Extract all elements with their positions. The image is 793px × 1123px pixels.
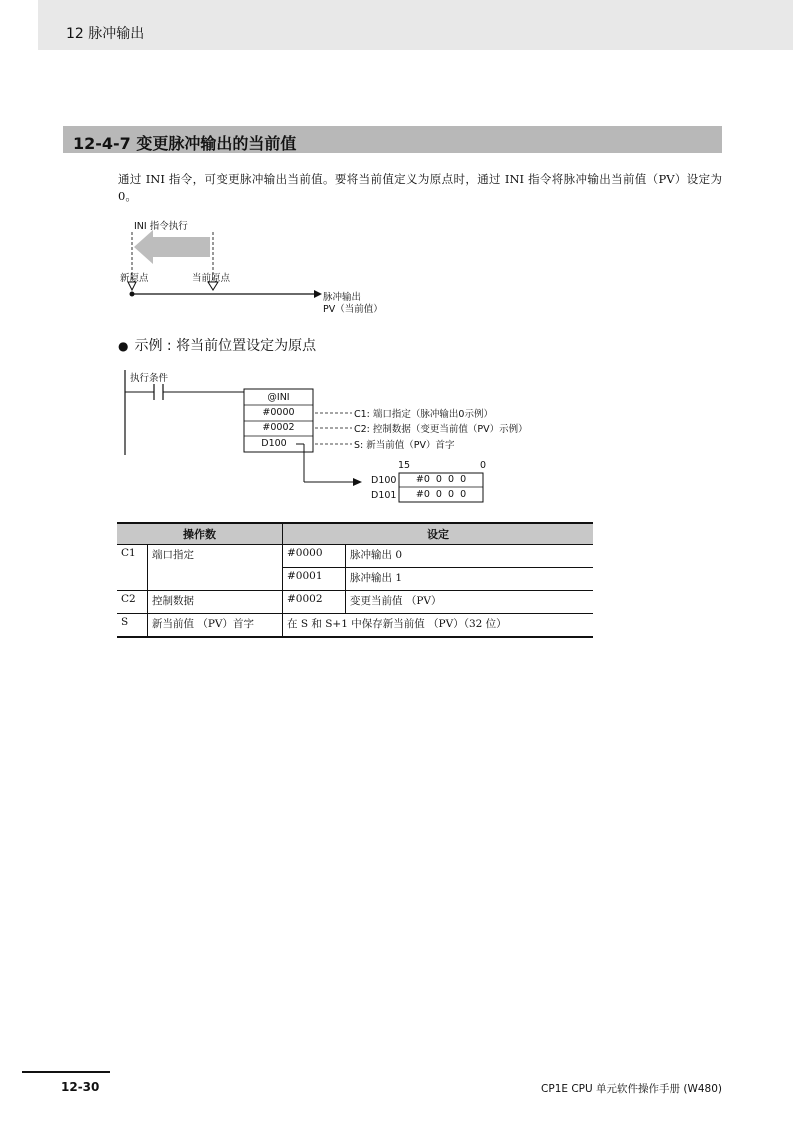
header-operand: 操作数	[117, 523, 283, 545]
row-value: #0001	[283, 568, 346, 591]
page-header-band	[38, 0, 793, 50]
section-title: 12-4-7 变更脉冲输出的当前值	[73, 134, 297, 153]
row-description: 在 S 和 S+1 中保存新当前值 （PV）（32 位）	[283, 614, 594, 638]
row-value: #0002	[283, 591, 346, 614]
shift-arrow-icon	[134, 230, 210, 264]
table-row	[117, 614, 593, 638]
instruction-mnemonic: @INI	[267, 392, 290, 403]
ini-execution-label: INI 指令执行	[134, 221, 188, 232]
row-name: 端口指定	[148, 545, 283, 591]
new-origin-label: 新原点	[120, 273, 149, 284]
d100-pointer-arrow-icon	[353, 478, 362, 486]
row-id: S	[117, 614, 148, 638]
operand-c1: #0000	[262, 407, 295, 418]
register-d100-value: #0 0 0 0	[415, 474, 467, 485]
example-title: 示例 : 将当前位置设定为原点	[134, 338, 317, 354]
annotation-c1: C1: 端口指定（脉冲输出0示例）	[354, 409, 493, 420]
register-d101-value: #0 0 0 0	[415, 489, 467, 500]
chapter-header: 12 脉冲输出	[66, 26, 145, 42]
axis-arrowhead-icon	[314, 290, 322, 298]
example-heading	[118, 335, 316, 355]
operand-table	[117, 522, 593, 638]
table-row	[117, 545, 593, 568]
page-number: 12-30	[61, 1080, 100, 1094]
row-name: 控制数据	[148, 591, 283, 614]
current-origin-label: 当前原点	[192, 273, 231, 284]
footer-rule	[22, 1071, 110, 1073]
row-description: 脉冲输出 1	[346, 568, 594, 591]
header-setting: 设定	[283, 523, 594, 545]
row-id: C1	[117, 545, 148, 591]
operand-c2: #0002	[262, 422, 295, 433]
bit-0-label: 0	[480, 460, 487, 471]
row-id: C2	[117, 591, 148, 614]
register-d101-name: D101	[371, 490, 397, 501]
table-header-row	[117, 523, 593, 545]
operand-s: D100	[261, 438, 287, 449]
axis-label-pulse: 脉冲输出	[323, 292, 362, 303]
axis-label-pv: PV（当前值）	[323, 304, 383, 315]
bit-15-label: 15	[398, 460, 411, 471]
register-d100-name: D100	[371, 475, 397, 486]
table-row	[117, 591, 593, 614]
annotation-s: S: 新当前值（PV）首字	[354, 440, 455, 451]
execution-condition-label: 执行条件	[130, 373, 169, 384]
row-description: 脉冲输出 0	[346, 545, 594, 568]
intro-paragraph: 通过 INI 指令，可变更脉冲输出当前值。要将当前值定义为原点时，通过 INI 指令将脉冲输出当前值（PV）设定为 0。	[118, 172, 722, 203]
annotation-c2: C2: 控制数据（变更当前值（PV）示例）	[354, 424, 528, 435]
row-value: #0000	[283, 545, 346, 568]
bullet-icon: ●	[118, 339, 129, 353]
manual-title: CP1E CPU 单元软件操作手册 (W480)	[541, 1083, 722, 1095]
row-description: 变更当前值 （PV）	[346, 591, 594, 614]
row-name: 新当前值 （PV）首字	[148, 614, 283, 638]
